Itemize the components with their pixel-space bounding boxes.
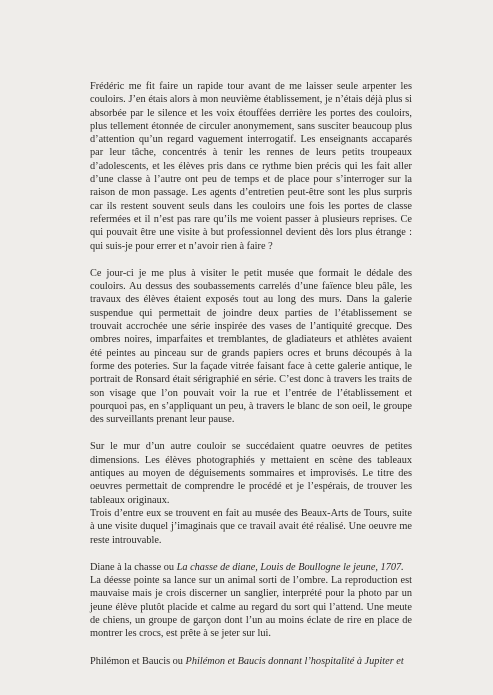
text-column xyxy=(90,80,412,682)
diane-title-italic: La chasse de diane, Louis de Boullogne le jeune, 1707. xyxy=(176,561,404,573)
paragraph-3: Sur le mur d’un autre couloir se succédaient quatre oeuvres de petites dimensions. Les élèves photographiés y mettaient en scène des tableaux antiques au moyen de déguisements sommaires et improvisés. Le titre des oeuvres permettait de comprendre le procédé et je l’espérais, de trouver les tableaux originaux. xyxy=(90,441,412,506)
paragraph-philemon xyxy=(90,655,412,668)
diane-title-plain: Diane à la chasse ou xyxy=(90,561,177,573)
paragraph-diane xyxy=(90,561,412,641)
philemon-title-plain: Philémon et Baucis ou xyxy=(90,655,186,667)
philemon-title-italic: Philémon et Baucis donnant l’hospitalité à Jupiter et xyxy=(185,655,404,667)
paragraph-2: Ce jour-ci je me plus à visiter le petit musée que formait le dédale des couloirs. Au dessus des soubassements carrelés d’une faïence bleu pâle, les travaux des élèves étaient exposés tout au long des murs. Dans la galerie suspendue qui permettait de joindre deux parties de l’établissement se trouvait accrochée une série inspirée des vases de l’antiquité grecque. Des ombres noires, imparfaites et tremblantes, de gladiateurs et athlètes avaient été peintes au pinceau sur de grands papiers ocres et bruns découpés à la forme des poteries. Sur la façade vitrée faisant face à cette galerie antique, le portrait de Ronsard était sérigraphié en série. C’est donc à travers les traits de son visage que l’on pouvait voir la rue et l’entrée de l’établissement et pourquoi pas, en s’appliquant un peu, à travers le blanc de son oeil, le groupe des surveillants prenant leur pause. xyxy=(90,267,412,426)
paragraph-4: Trois d’entre eux se trouvent en fait au musée des Beaux-Arts de Tours, suite à une visite duquel j’imaginais que ce travail avait été réalisé. Une oeuvre me reste introuvable. xyxy=(90,507,412,546)
diane-description: La déesse pointe sa lance sur un animal sorti de l’ombre. La reproduction est mauvaise mais je crois discerner un sanglier, interprété pour la photo par un jeune élève plutôt placide et calme au regard du sort qui l’attend. Une meute de chiens, un groupe de garçon dont l’un au moins éclate de rire en place de montrer les crocs, est prête à se jeter sur lui. xyxy=(90,575,412,640)
paragraph-1: Frédéric me fit faire un rapide tour avant de me laisser seule arpenter les couloirs. J’en étais alors à mon neuvième établissement, je n’étais déjà plus si absorbée par le silence et les voix étouffées derrière les portes des couloirs, plus tellement étonnée de circuler anonymement, sans susciter beaucoup plus d’attention qu’un regard vaguement interrogatif. Les enseignants accaparés par leur tâche, concentrés à tenir les rennes de leurs petits troupeaux d’adolescents, et les élèves pris dans ce rythme bien précis qui les fait aller d’une classe à l’autre ont peu de temps et de place pour s’interroger sur la raison de mon passage. Les agents d’entretien peut-être sont les plus surpris car ils restent souvent seuls dans les couloirs une fois les portes de classe refermées et il n’est pas rare qu’ils me voient passer à plusieurs reprises. Ce qui pouvait être une visite à but professionnel devient dès lors plus étrange : qui suis-je pour errer et n’avoir rien à faire ? xyxy=(90,81,412,252)
